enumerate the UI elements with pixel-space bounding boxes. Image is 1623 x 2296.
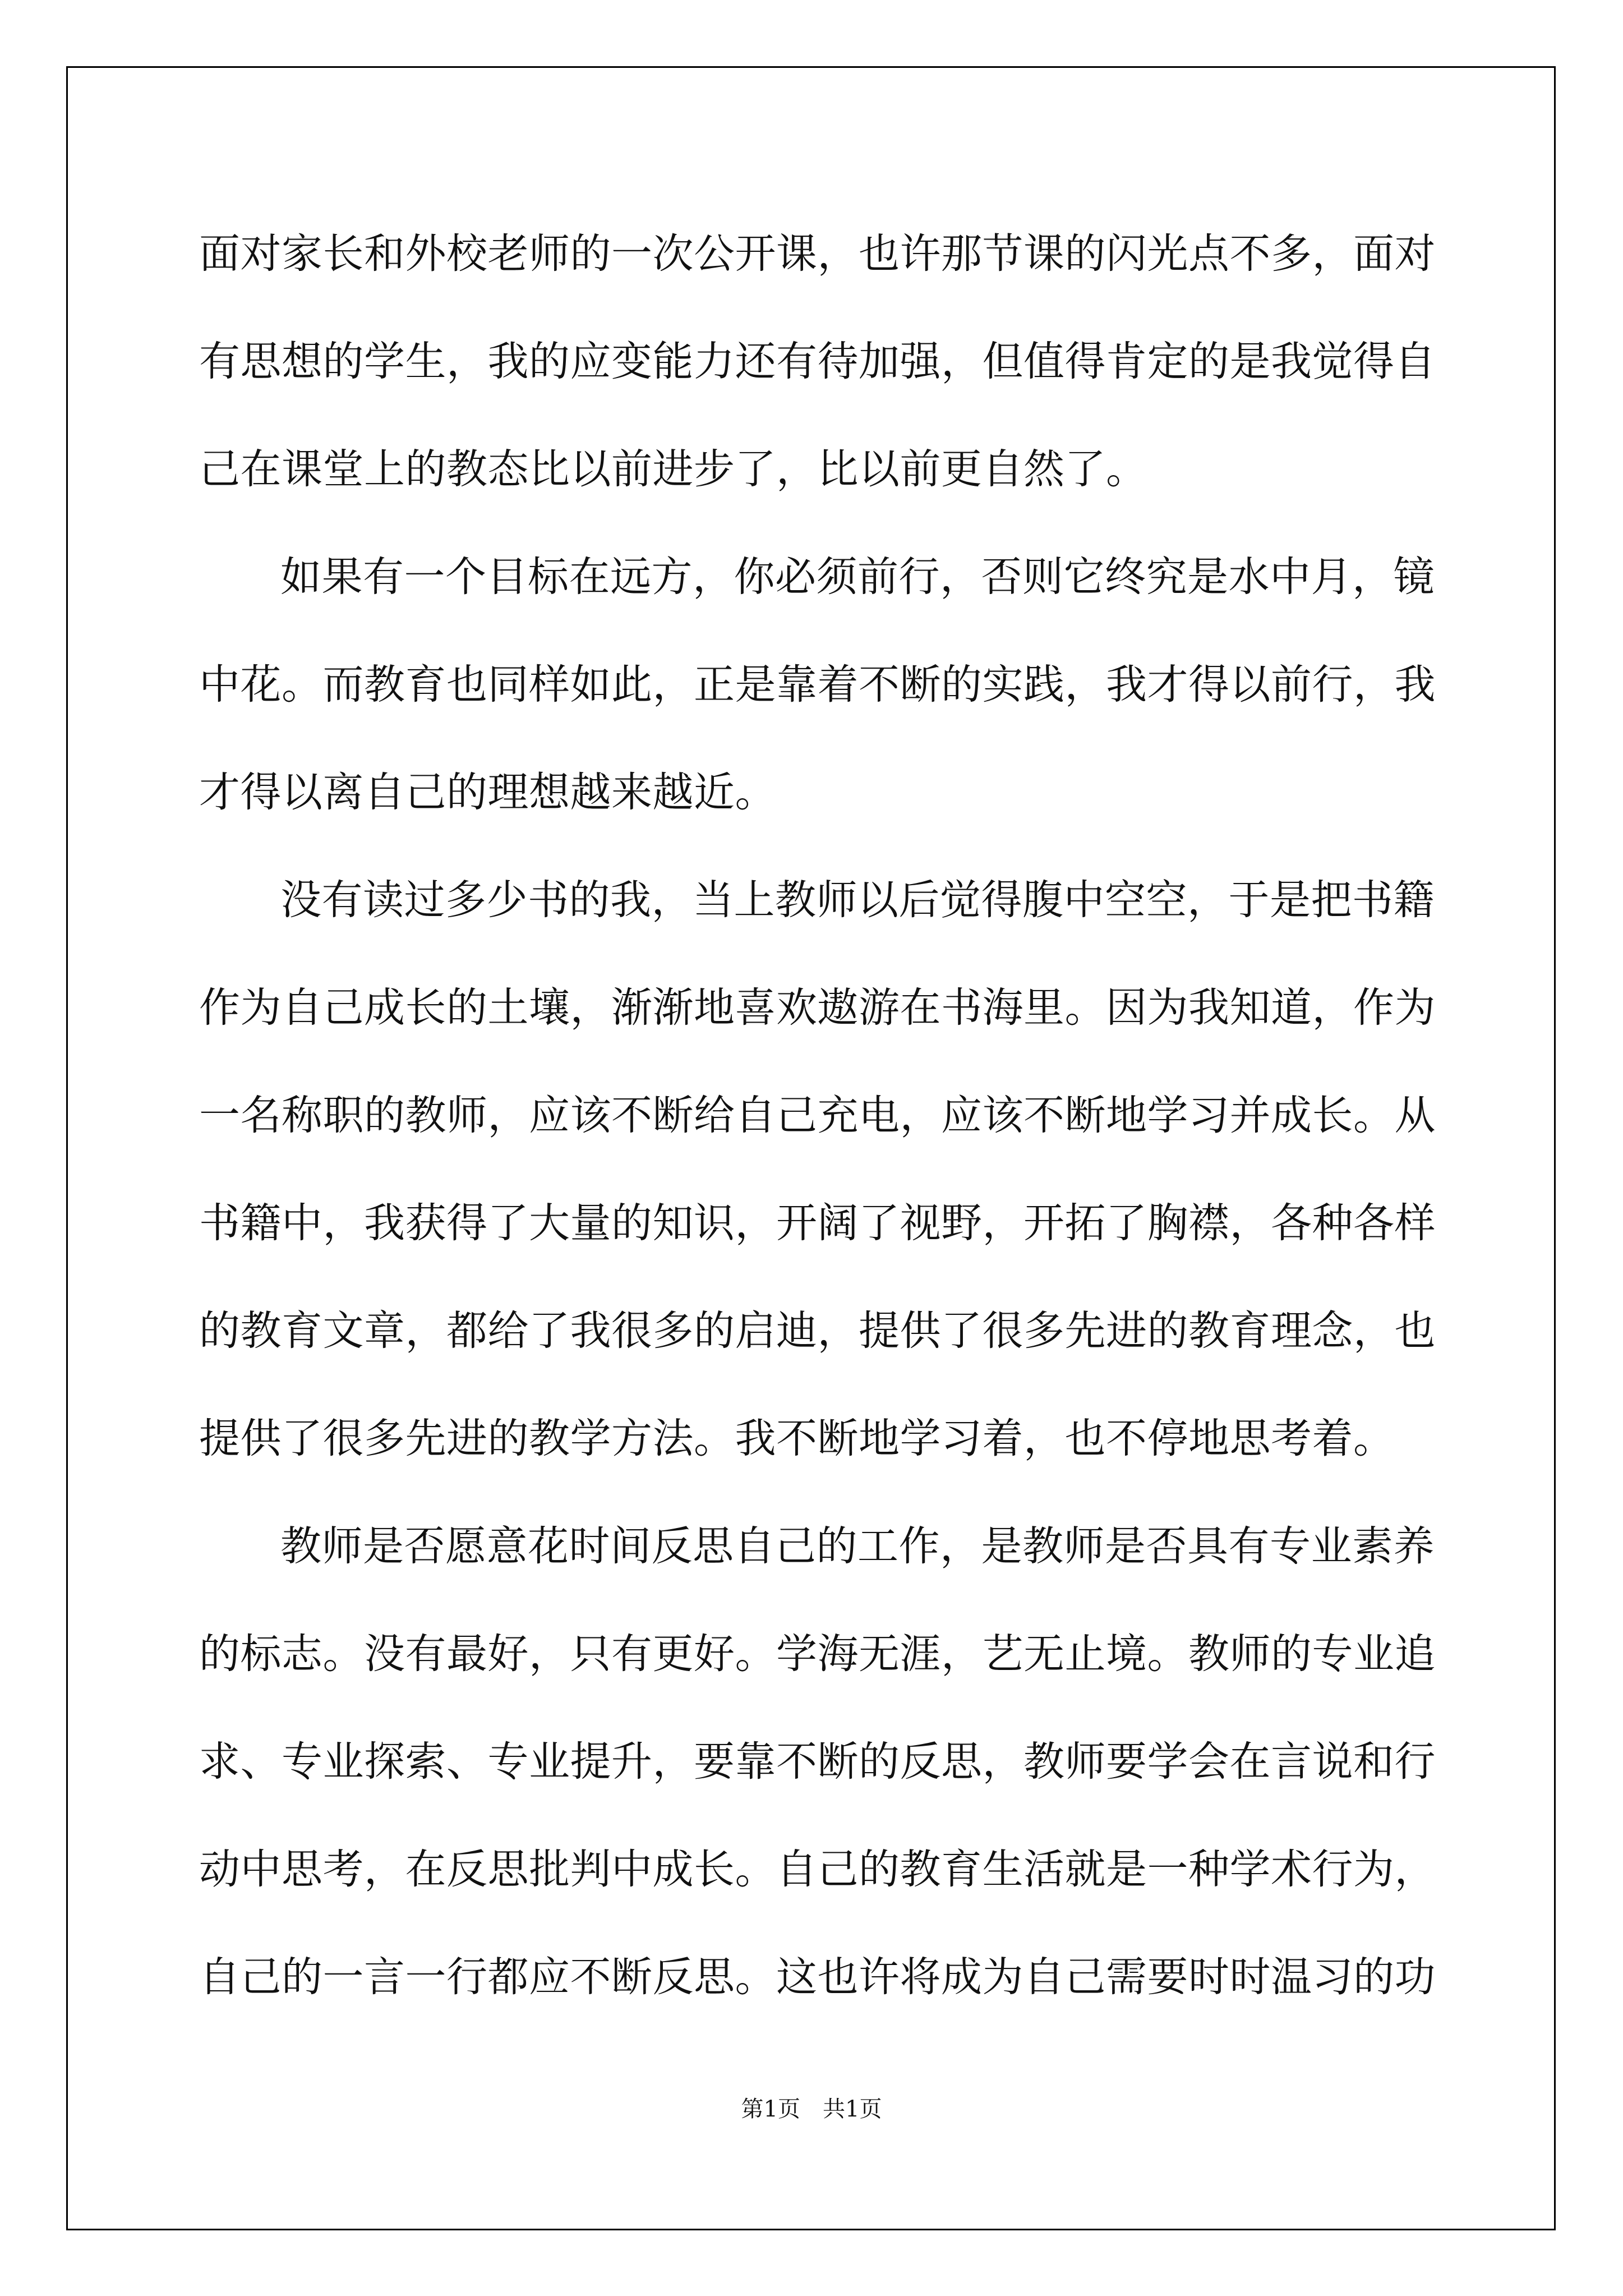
text-line: 动中思考，在反思批判中成长。自己的教育生活就是一种学术行为， — [199, 1846, 1436, 1893]
paragraph-first-line: 如果有一个目标在远方，你必须前行，否则它终究是水中月，镜 — [280, 553, 1435, 601]
paragraph-first-line: 没有读过多少书的我，当上教师以后觉得腹中空空，于是把书籍 — [280, 876, 1435, 924]
text-line: 己在课堂上的教态比以前进步了，比以前更自然了。 — [199, 445, 1147, 493]
text-line: 的教育文章，都给了我很多的启迪，提供了很多先进的教育理念，也 — [199, 1307, 1436, 1355]
text-line: 自己的一言一行都应不断反思。这也许将成为自己需要时时温习的功 — [199, 1953, 1436, 2001]
text-line: 求、专业探索、专业提升，要靠不断的反思，教师要学会在言说和行 — [199, 1738, 1436, 1786]
text-line: 一名称职的教师，应该不断给自己充电，应该不断地学习并成长。从 — [199, 1092, 1436, 1139]
text-line: 提供了很多先进的教学方法。我不断地学习着，也不停地思考着。 — [199, 1415, 1395, 1462]
text-line: 才得以离自己的理想越来越近。 — [199, 769, 776, 816]
paragraph-first-line: 教师是否愿意花时间反思自己的工作，是教师是否具有专业素养 — [280, 1522, 1435, 1570]
text-line: 书籍中，我获得了大量的知识，开阔了视野，开拓了胸襟，各种各样 — [199, 1199, 1436, 1247]
text-line: 中花。而教育也同样如此，正是靠着不断的实践，我才得以前行，我 — [199, 661, 1436, 708]
page-border — [66, 66, 1556, 2230]
text-line: 的标志。没有最好，只有更好。学海无涯，艺无止境。教师的专业追 — [199, 1630, 1436, 1678]
text-line: 有思想的学生，我的应变能力还有待加强，但值得肯定的是我觉得自 — [199, 338, 1436, 385]
text-line: 作为自己成长的土壤，渐渐地喜欢遨游在书海里。因为我知道，作为 — [199, 984, 1436, 1032]
page-footer: 第1页 共1页 — [741, 2096, 882, 2122]
text-line: 面对家长和外校老师的一次公开课，也许那节课的闪光点不多，面对 — [199, 230, 1436, 278]
